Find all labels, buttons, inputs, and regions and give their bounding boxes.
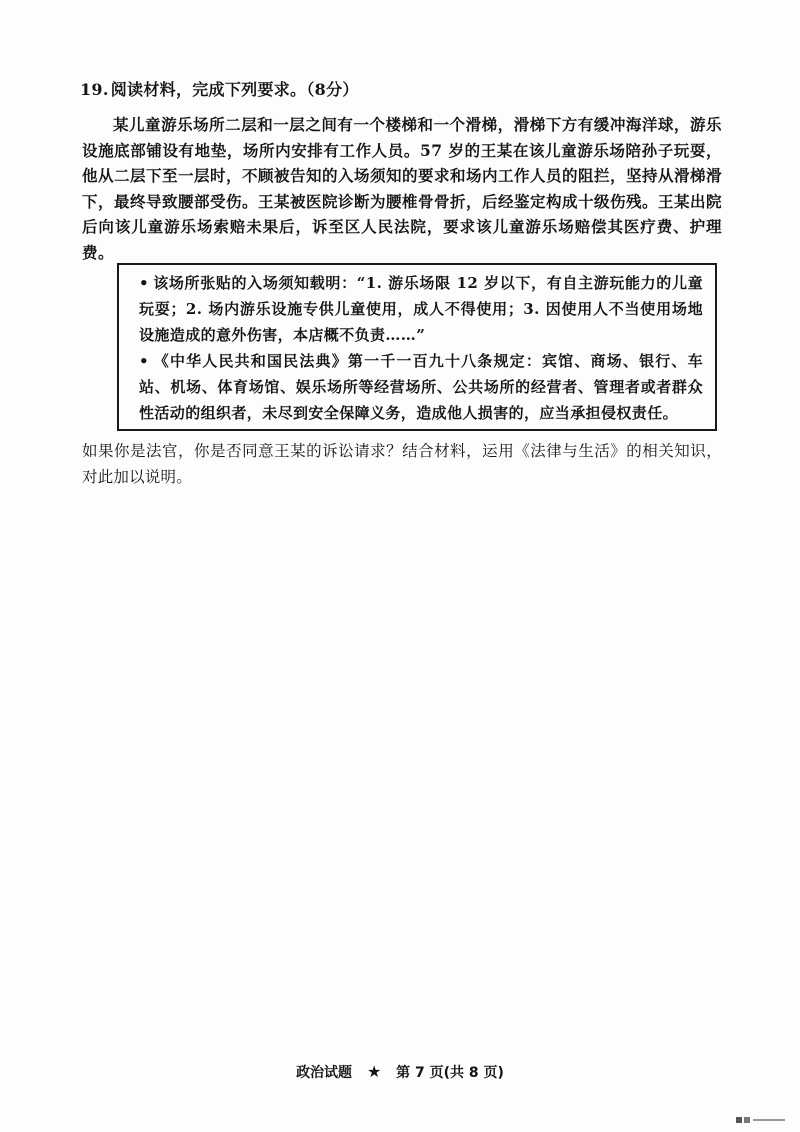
quote-text: 该场所张贴的入场须知载明：“1. 游乐场限 12 岁以下，有自主游玩能力的儿童玩耍；2. 场内游乐设施专供儿童使用，成人不得使用；3. 因使用人不当使用场地设施造成的意外伤害，本店概不负责……” [139, 274, 703, 344]
question-instruction: 阅读材料，完成下列要求。（8分） [110, 80, 359, 99]
quote-text: 《中华人民共和国民法典》第一千一百九十八条规定：宾馆、商场、银行、车站、机场、体育场馆、娱乐场所等经营场所、公共场所的经营者、管理者或者群众性活动的组织者，未尽到安全保障义务，造成他人损害的，应当承担侵权责任。 [139, 352, 703, 422]
scanner-watermark-icon [736, 1116, 786, 1124]
star-icon: ★ [366, 1062, 382, 1081]
question-number: 19. [80, 80, 109, 99]
quote-item-civil-code [139, 348, 703, 426]
footer-page-number: 第 7 页(共 8 页) [396, 1065, 504, 1081]
material-quote-box [117, 263, 717, 431]
page-footer [0, 1062, 800, 1082]
quote-item-notice [139, 270, 703, 348]
material-paragraph: 某儿童游乐场所二层和一层之间有一个楼梯和一个滑梯，滑梯下方有缓冲海洋球，游乐设施底部铺设有地垫，场所内安排有工作人员。57 岁的王某在该儿童游乐场陪孙子玩耍，他从二层下至一层时，不顾被告知的入场须知的要求和场内工作人员的阻拦，坚持从滑梯滑下，最终导致腰部受伤。王某被医院诊断为腰椎骨骨折，后经鉴定构成十级伤残。王某出院后向该儿童游乐场索赔未果后，诉至区人民法院，要求该儿童游乐场赔偿其医疗费、护理费。 [82, 115, 723, 262]
question-heading [80, 78, 359, 102]
bullet-icon: • [139, 352, 149, 370]
question-prompt: 如果你是法官，你是否同意王某的诉讼请求？结合材料，运用《法律与生活》的相关知识，对此加以说明。 [82, 442, 722, 486]
bullet-icon: • [139, 274, 149, 292]
footer-subject: 政治试题 [296, 1065, 353, 1081]
